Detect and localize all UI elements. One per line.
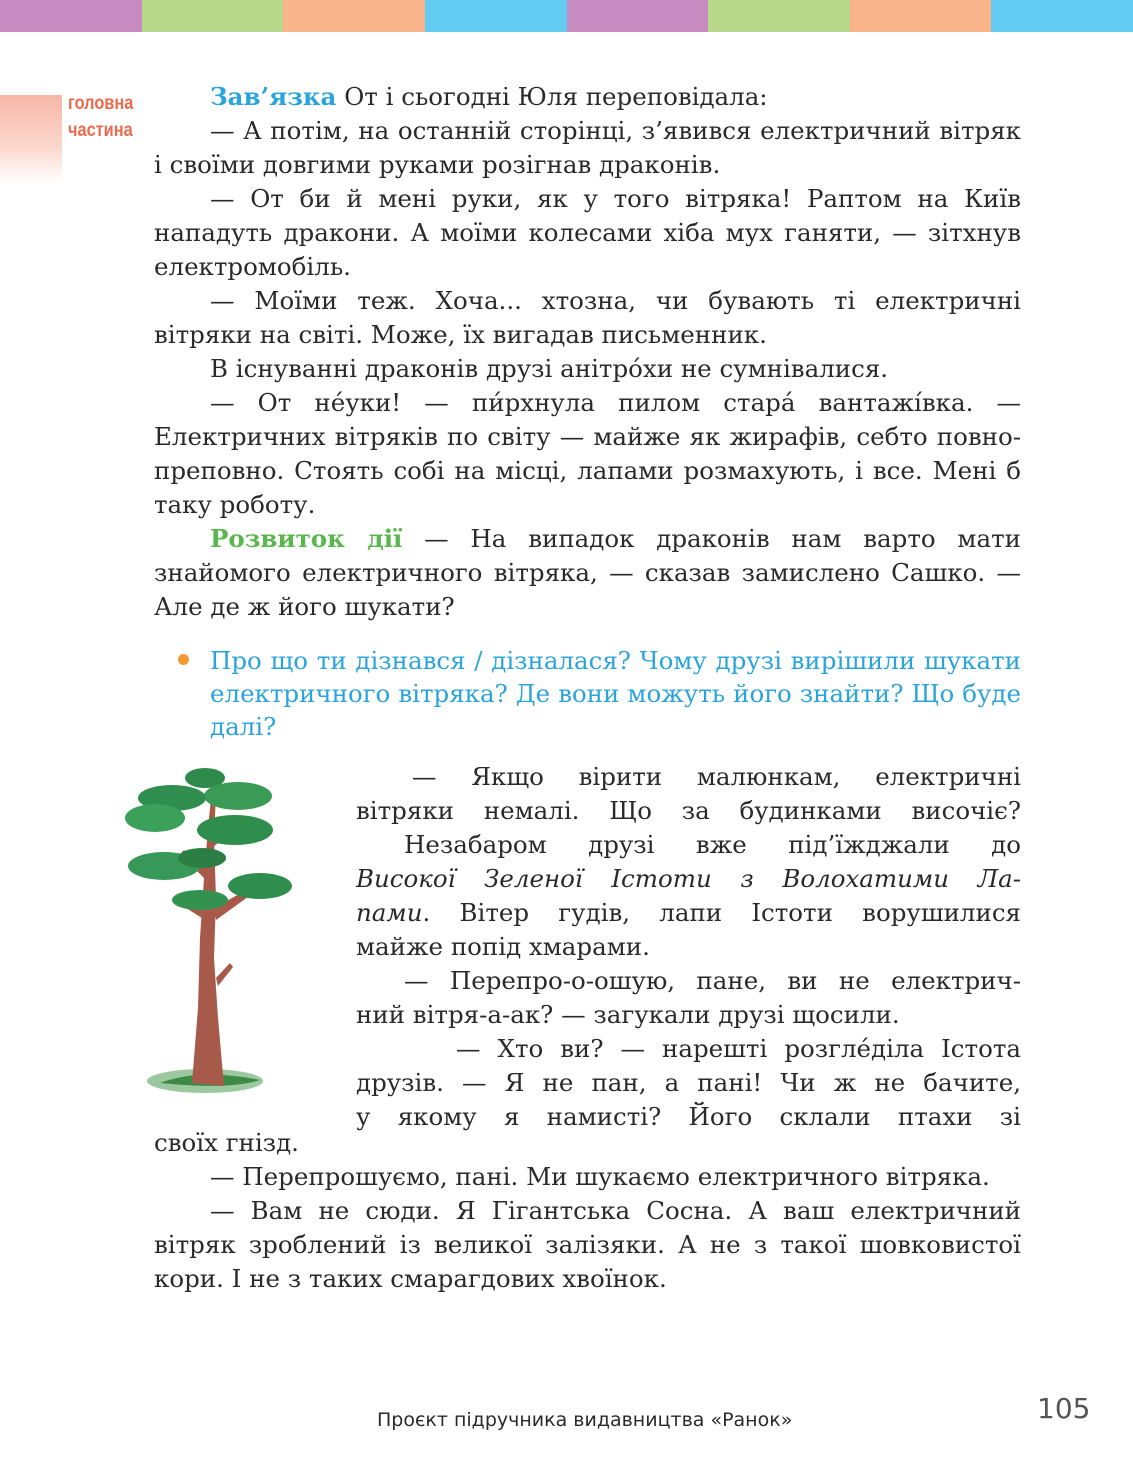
paragraph: — От би й мені руки, як у того вітряка! Раптом на Київ нападуть дракони. А моїми колесами хіба мух ганяти, — зітхнув електромобіль. bbox=[154, 184, 1021, 281]
story-line: — Хто ви? — нарешті розгле́діла Істота bbox=[456, 1034, 1021, 1063]
top-stripe bbox=[991, 0, 1133, 32]
section-label-zavyazka: Зав’язка bbox=[210, 82, 337, 111]
question-text: Про що ти дізнався / дізналася? Чому друзі вирішили шукати електричного вітряка? Де вони можуть його знайти? Що буде далі? bbox=[210, 646, 1021, 741]
story-line: — Якщо вірити малюнкам, електричні bbox=[412, 762, 1021, 791]
story-line: — Перепро-о-ошую, пане, ви не електрич- bbox=[404, 966, 1021, 995]
story-text-tail bbox=[154, 1126, 1021, 1296]
side-label-line1: головна bbox=[68, 93, 134, 114]
paragraph: В існуванні драконів друзі анітро́хи не сумнівалися. bbox=[210, 354, 889, 383]
top-stripe bbox=[708, 0, 850, 32]
bullet-icon bbox=[178, 654, 189, 665]
story-text: . Вітер гудів, лапи Істоти ворушилися bbox=[422, 898, 1021, 927]
section-label-rozvytok: Розвиток дії bbox=[210, 524, 403, 553]
story-line: майже попід хмарами. bbox=[356, 932, 650, 961]
paragraph bbox=[154, 80, 1021, 114]
top-stripe bbox=[142, 0, 284, 32]
top-stripe bbox=[283, 0, 425, 32]
paragraph bbox=[154, 522, 1021, 624]
top-color-bar bbox=[0, 0, 1133, 32]
page-number: 105 bbox=[1037, 1392, 1091, 1425]
side-accent-block bbox=[0, 95, 62, 183]
top-stripe bbox=[850, 0, 992, 32]
pine-tree-illustration bbox=[120, 758, 300, 1103]
italic-tree-name: пами bbox=[356, 898, 423, 927]
story-line: Незабаром друзі вже під’їжджали до bbox=[404, 830, 1021, 859]
story-line: ний вітря-а-ак? — загукали друзі щосили. bbox=[356, 1000, 900, 1029]
story-line bbox=[356, 896, 1021, 930]
paragraph-text: От і сьогодні Юля переповідала: bbox=[336, 82, 768, 111]
paragraph: своїх гнізд. bbox=[154, 1128, 299, 1157]
top-stripe bbox=[0, 0, 142, 32]
story-line: друзів. — Я не пан, а пані! Чи ж не бачите, bbox=[356, 1068, 1021, 1097]
footer-publisher-note: Проєкт підручника видавництва «Ранок» bbox=[377, 1409, 793, 1431]
story-line: у якому я намисті? Його склали птахи зі bbox=[356, 1102, 1021, 1131]
top-stripe bbox=[425, 0, 567, 32]
main-text-block bbox=[154, 80, 1021, 624]
paragraph: — От не́уки! — пи́рхнула пилом стара́ вантажі́вка. — Електричних вітряків по світу — майже як жирафів, себто повно-преповно. Стоять собі на місці, лапами розмахують, і все. Мені б таку роботу. bbox=[154, 388, 1021, 519]
paragraph: — Моїми теж. Хоча... хтозна, чи бувають ті електричні вітряки на світі. Може, їх вигадав письменник. bbox=[154, 286, 1021, 349]
story-text-beside-tree bbox=[356, 760, 1021, 1134]
story-line bbox=[356, 862, 1021, 896]
italic-tree-name: Високої Зеленої Істоти з Волохатими Ла- bbox=[356, 864, 1021, 893]
story-line: вітряки немалі. Що за будинками височіє? bbox=[356, 796, 1021, 825]
section-side-label bbox=[68, 90, 158, 144]
top-stripe bbox=[567, 0, 709, 32]
paragraph: — А потім, на останній сторінці, з’явився електричний вітряк і своїми довгими руками розігнав драконів. bbox=[154, 116, 1021, 179]
paragraph: — Перепрошуємо, пані. Ми шукаємо електричного вітряка. bbox=[210, 1162, 990, 1191]
paragraph-text: — На випадок драконів нам варто мати знайомого електричного вітряка, — сказав замислено Сашко. — Але де ж його шукати? bbox=[154, 524, 1021, 621]
paragraph: — Вам не сюди. Я Гігантська Сосна. А ваш електричний вітряк зроблений із великої залізяки. А не з такої шовковистої кори. І не з таких смарагдових хвоїнок. bbox=[154, 1196, 1021, 1293]
side-label-line2: частина bbox=[68, 120, 133, 141]
